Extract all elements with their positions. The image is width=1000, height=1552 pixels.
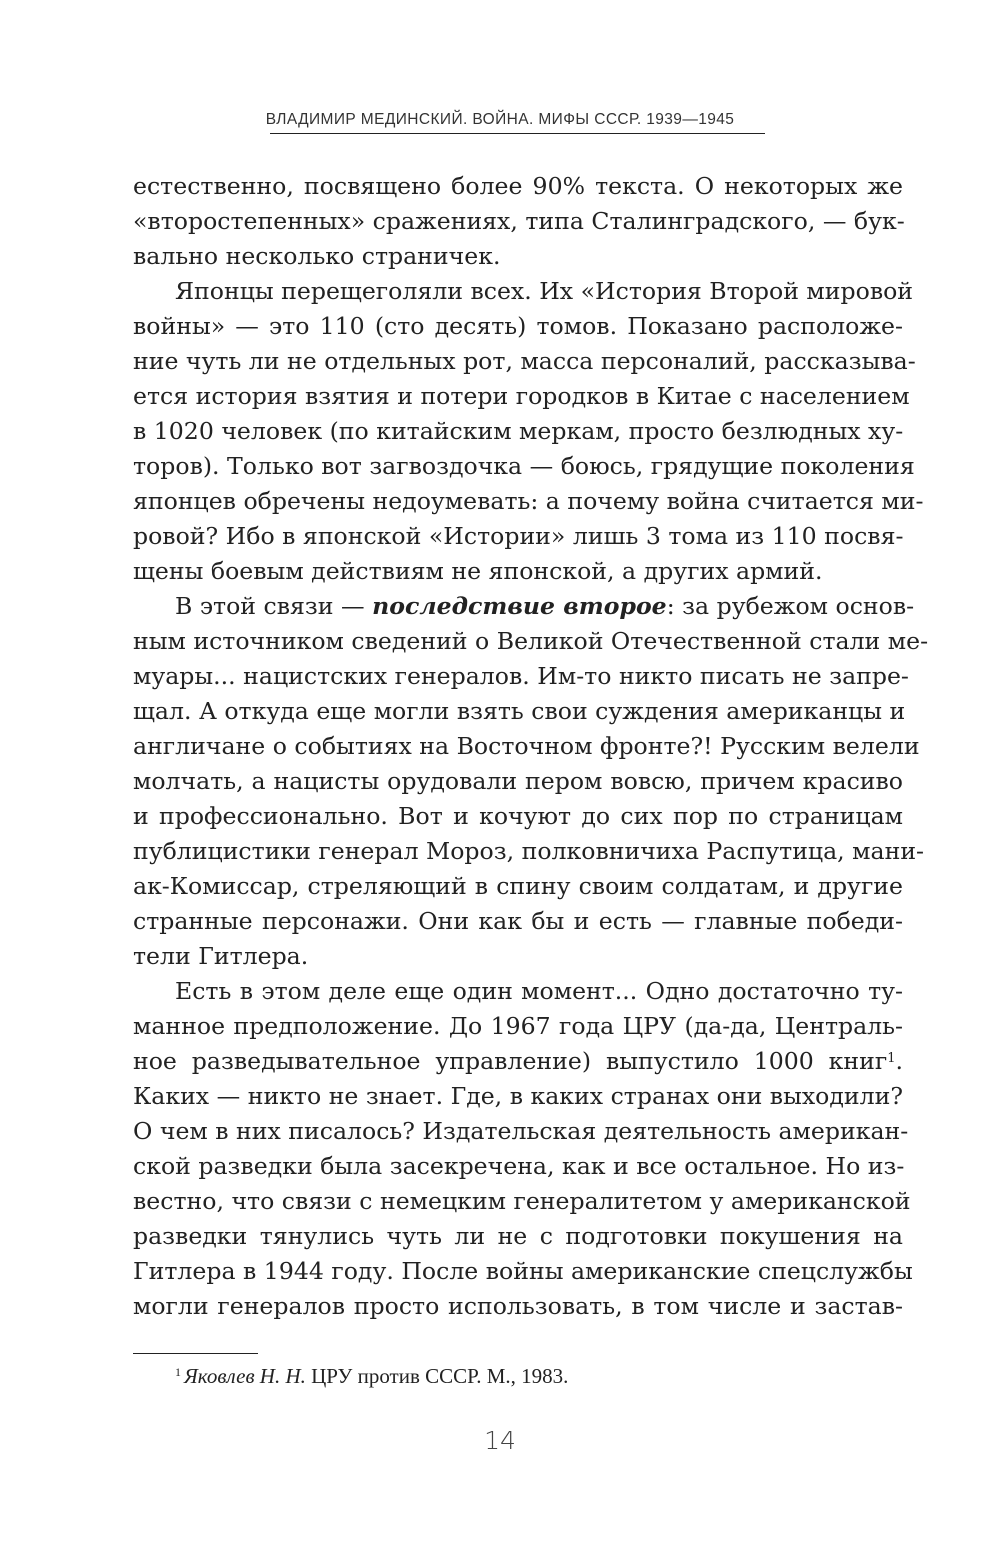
line-segment: : за рубежом основ- bbox=[666, 592, 915, 620]
text-line: публицистики генерал Мороз, полковничиха Распутица, мани- bbox=[133, 837, 925, 865]
text-line: О чем в них писалось? Издательская деятельность американ- bbox=[133, 1117, 909, 1145]
text-line: Гитлера в 1944 году. После войны американские спецслужбы bbox=[133, 1257, 913, 1285]
paragraph-first-line: Есть в этом деле еще один момент... Одно достаточно ту- bbox=[175, 977, 903, 1005]
paragraph-first-line: Японцы перещеголяли всех. Их «История Второй мировой bbox=[175, 277, 914, 305]
text-line: войны» — это 110 (сто десять) томов. Показано расположе- bbox=[133, 312, 903, 340]
page-number: 14 bbox=[484, 1426, 516, 1455]
text-line: муары... нацистских генералов. Им-то никто писать не запре- bbox=[133, 662, 909, 690]
text-line: ской разведки была засекречена, как и все остальное. Но из- bbox=[133, 1152, 905, 1180]
text-line: щены боевым действиям не японской, а других армий. bbox=[133, 557, 823, 585]
footnote-ref: 1 bbox=[887, 1051, 896, 1066]
emphasis: последствие второе bbox=[372, 592, 667, 620]
running-header: ВЛАДИМИР МЕДИНСКИЙ. ВОЙНА. МИФЫ СССР. 1939—1945 bbox=[265, 111, 735, 128]
text-line: щал. А откуда еще могли взять свои суждения американцы и bbox=[133, 697, 906, 725]
text-line: и профессионально. Вот и кочуют до сих пор по страницам bbox=[133, 802, 903, 830]
text-line: вально несколько страничек. bbox=[133, 242, 501, 270]
footnote-marker: 1 bbox=[175, 1365, 181, 1379]
text-line: манное предположение. До 1967 года ЦРУ (да-да, Централь- bbox=[133, 1012, 903, 1040]
text-line: англичане о событиях на Восточном фронте?! Русским велели bbox=[133, 732, 920, 760]
text-line: могли генералов просто использовать, в том числе и застав- bbox=[133, 1292, 903, 1320]
text-line: торов). Только вот загвоздочка — боюсь, грядущие поколения bbox=[133, 452, 915, 480]
text-line: странные персонажи. Они как бы и есть — главные победи- bbox=[133, 907, 903, 935]
text-line: в 1020 человек (по китайским меркам, просто безлюдных ху- bbox=[133, 417, 904, 445]
text-line: «второстепенных» сражениях, типа Сталинградского, — бук- bbox=[133, 207, 905, 235]
footnote-rule bbox=[133, 1353, 258, 1354]
header-rule bbox=[270, 133, 765, 134]
line-segment: . bbox=[895, 1047, 903, 1075]
text-line: ак-Комиссар, стреляющий в спину своим солдатам, и другие bbox=[133, 872, 903, 900]
text-line bbox=[133, 1044, 903, 1079]
body-text bbox=[133, 169, 929, 1324]
text-line: Каких — никто не знает. Где, в каких странах они выходили? bbox=[133, 1082, 903, 1110]
text-line: ровой? Ибо в японской «Истории» лишь 3 тома из 110 посвя- bbox=[133, 522, 904, 550]
text-line: молчать, а нацисты орудовали пером вовсю, причем красиво bbox=[133, 767, 903, 795]
text-line: японцев обречены недоумевать: а почему война считается ми- bbox=[133, 487, 924, 515]
text-line: естественно, посвящено более 90% текста. О некоторых же bbox=[133, 172, 903, 200]
line-segment: ное разведывательное управление) выпустило 1000 книг bbox=[133, 1047, 888, 1075]
paragraph-first-line bbox=[133, 589, 915, 624]
text-line: вестно, что связи с немецким генералитетом у американской bbox=[133, 1187, 911, 1215]
text-line: ным источником сведений о Великой Отечественной стали ме- bbox=[133, 627, 929, 655]
footnote bbox=[175, 1364, 568, 1389]
footnote-author: Яковлев Н. Н. bbox=[184, 1364, 306, 1388]
line-segment: В этой связи — bbox=[175, 592, 373, 620]
footnote-text: ЦРУ против СССР. М., 1983. bbox=[305, 1364, 569, 1388]
text-line: ние чуть ли не отдельных рот, масса персоналий, рассказыва- bbox=[133, 347, 916, 375]
text-line: тели Гитлера. bbox=[133, 942, 309, 970]
text-line: ется история взятия и потери городков в Китае с населением bbox=[133, 382, 910, 410]
text-line: разведки тянулись чуть ли не с подготовки покушения на bbox=[133, 1222, 903, 1250]
